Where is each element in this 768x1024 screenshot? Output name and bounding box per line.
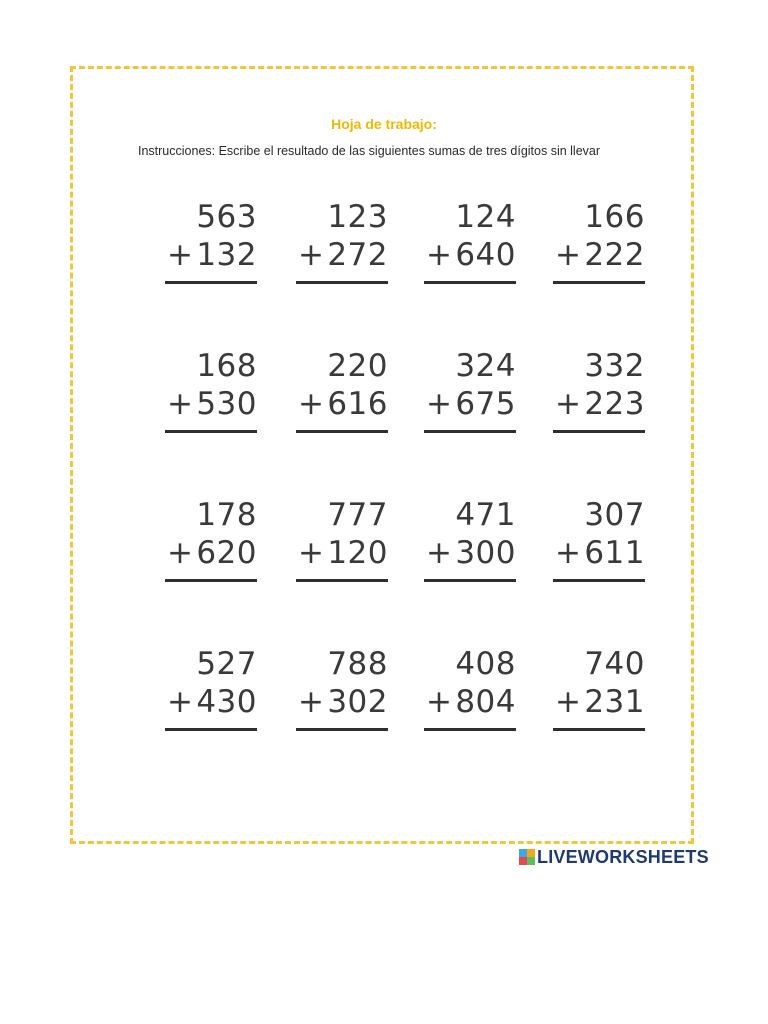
second-addend: 530 xyxy=(196,386,257,422)
first-addend: 220 xyxy=(327,348,388,384)
addition-problem xyxy=(424,347,516,433)
first-addend: 408 xyxy=(455,646,516,682)
answer-line xyxy=(553,430,645,433)
second-addend: 611 xyxy=(584,535,645,571)
first-addend: 563 xyxy=(196,199,257,235)
plus-sign: + xyxy=(298,684,325,720)
plus-sign: + xyxy=(426,535,453,571)
liveworksheets-logo xyxy=(519,846,709,868)
first-addend: 332 xyxy=(584,348,645,384)
answer-line xyxy=(296,430,388,433)
answer-line xyxy=(296,281,388,284)
answer-line xyxy=(553,579,645,582)
answer-line xyxy=(553,728,645,731)
first-addend: 178 xyxy=(196,497,257,533)
addition-problem xyxy=(424,496,516,582)
first-addend: 168 xyxy=(196,348,257,384)
first-addend: 124 xyxy=(455,199,516,235)
plus-sign: + xyxy=(298,535,325,571)
second-addend: 223 xyxy=(584,386,645,422)
addition-problem xyxy=(296,645,388,731)
plus-sign: + xyxy=(555,386,582,422)
first-addend: 788 xyxy=(327,646,388,682)
instructions-text: Instrucciones: Escribe el resultado de las siguientes sumas de tres dígitos sin llevar xyxy=(138,144,601,158)
plus-sign: + xyxy=(298,237,325,273)
addition-problem xyxy=(553,645,645,731)
second-addend: 620 xyxy=(196,535,257,571)
addition-problem xyxy=(165,198,257,284)
logo-mark-icon xyxy=(519,849,535,865)
first-addend: 740 xyxy=(584,646,645,682)
plus-sign: + xyxy=(555,535,582,571)
plus-sign: + xyxy=(167,684,194,720)
plus-sign: + xyxy=(426,684,453,720)
plus-sign: + xyxy=(426,237,453,273)
second-addend: 675 xyxy=(455,386,516,422)
first-addend: 777 xyxy=(327,497,388,533)
first-addend: 307 xyxy=(584,497,645,533)
second-addend: 640 xyxy=(455,237,516,273)
page-title: Hoja de trabajo: xyxy=(331,116,437,132)
answer-line xyxy=(553,281,645,284)
addition-problem xyxy=(296,496,388,582)
plus-sign: + xyxy=(555,237,582,273)
answer-line xyxy=(165,579,257,582)
addition-problem xyxy=(296,198,388,284)
answer-line xyxy=(296,579,388,582)
addition-problem xyxy=(424,645,516,731)
addition-problem xyxy=(424,198,516,284)
plus-sign: + xyxy=(167,237,194,273)
plus-sign: + xyxy=(167,535,194,571)
answer-line xyxy=(424,430,516,433)
second-addend: 616 xyxy=(327,386,388,422)
plus-sign: + xyxy=(298,386,325,422)
second-addend: 120 xyxy=(327,535,388,571)
second-addend: 222 xyxy=(584,237,645,273)
first-addend: 527 xyxy=(196,646,257,682)
first-addend: 166 xyxy=(584,199,645,235)
first-addend: 471 xyxy=(455,497,516,533)
first-addend: 324 xyxy=(455,348,516,384)
logo-text: LIVEWORKSHEETS xyxy=(537,846,709,867)
second-addend: 430 xyxy=(196,684,257,720)
second-addend: 231 xyxy=(584,684,645,720)
plus-sign: + xyxy=(167,386,194,422)
second-addend: 804 xyxy=(455,684,516,720)
addition-problem xyxy=(553,347,645,433)
second-addend: 302 xyxy=(327,684,388,720)
plus-sign: + xyxy=(555,684,582,720)
addition-problem xyxy=(296,347,388,433)
answer-line xyxy=(424,728,516,731)
answer-line xyxy=(424,579,516,582)
addition-problem xyxy=(553,496,645,582)
answer-line xyxy=(165,281,257,284)
second-addend: 132 xyxy=(196,237,257,273)
first-addend: 123 xyxy=(327,199,388,235)
second-addend: 300 xyxy=(455,535,516,571)
answer-line xyxy=(165,430,257,433)
answer-line xyxy=(424,281,516,284)
addition-problem xyxy=(165,496,257,582)
plus-sign: + xyxy=(426,386,453,422)
addition-problem xyxy=(165,645,257,731)
addition-problem xyxy=(165,347,257,433)
answer-line xyxy=(165,728,257,731)
addition-problem xyxy=(553,198,645,284)
answer-line xyxy=(296,728,388,731)
second-addend: 272 xyxy=(327,237,388,273)
